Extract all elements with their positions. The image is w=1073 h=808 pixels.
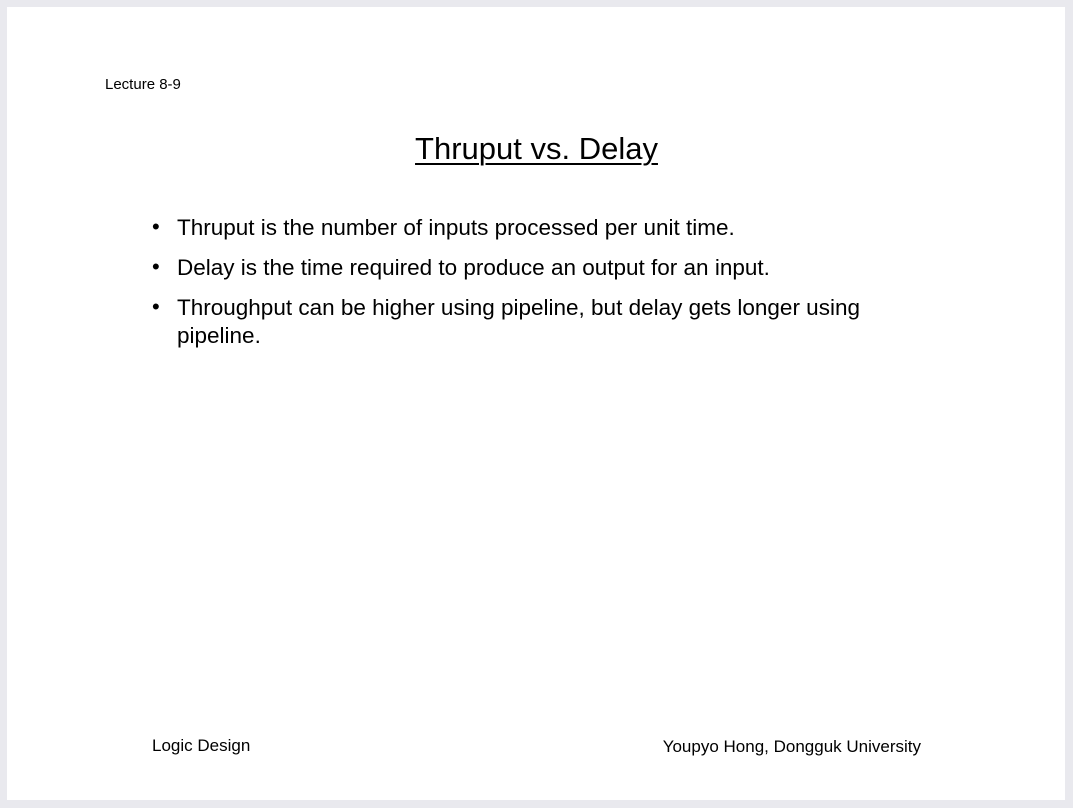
bullet-text: Throughput can be higher using pipeline, but delay gets longer using pipeline. — [177, 295, 860, 348]
bullet-text: Delay is the time required to produce an output for an input. — [177, 255, 770, 280]
slide-page — [7, 7, 1065, 800]
lecture-label: Lecture 8-9 — [105, 76, 181, 93]
bullet-list — [152, 214, 942, 362]
bullet-icon: • — [152, 254, 160, 279]
bullet-icon: • — [152, 294, 160, 319]
footer-course-name: Logic Design — [152, 736, 251, 755]
bullet-icon: • — [152, 214, 160, 239]
bullet-item — [152, 214, 942, 242]
footer-author: Youpyo Hong, Dongguk University — [662, 737, 921, 756]
bullet-item — [152, 254, 942, 282]
slide-title: Thruput vs. Delay — [415, 131, 658, 166]
bullet-item — [152, 294, 942, 350]
bullet-text: Thruput is the number of inputs processed per unit time. — [177, 215, 735, 240]
